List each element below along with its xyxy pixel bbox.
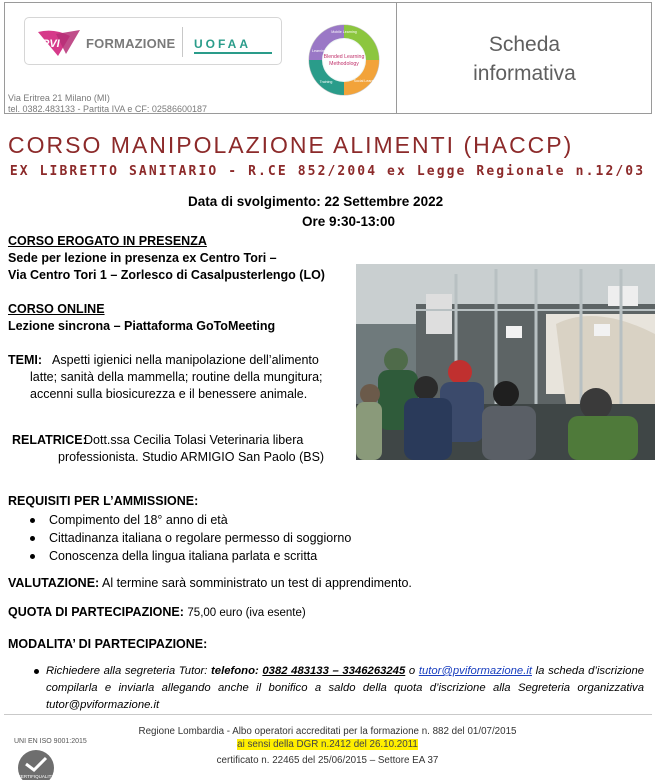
valutazione-row bbox=[8, 576, 412, 590]
blm-logo-line2: Methodology bbox=[329, 61, 359, 67]
blm-ring-word-2: Social Learning bbox=[353, 79, 379, 83]
bullet-icon bbox=[30, 554, 35, 559]
course-hours: Ore 9:30-13:00 bbox=[302, 214, 396, 229]
email-link[interactable]: tutor@pviformazione.it bbox=[418, 665, 532, 677]
relatrice-line-1: Dott.ssa Cecilia Tolasi Veterinaria libera bbox=[84, 433, 304, 447]
modalita-or: o bbox=[405, 665, 419, 677]
blended-learning-logo-icon bbox=[306, 22, 382, 98]
modalita-text bbox=[30, 663, 644, 714]
bullet-icon bbox=[30, 536, 35, 541]
blm-ring-word-1: Mobile Learning bbox=[331, 30, 357, 34]
iso-label: UNI EN ISO 9001:2015 bbox=[14, 738, 87, 745]
modalita-heading: MODALITA’ DI PARTECIPAZIONE: bbox=[8, 637, 208, 651]
relatrice-label: RELATRICE: bbox=[12, 433, 87, 447]
modalita-rest: la scheda d’iscrizione compilarla e inviarla allegando anche il bonifico a saldo della quota d’iscrizione alla Segreteria organizzativa tutor@pviformazione.it bbox=[46, 665, 645, 711]
valutazione-label: VALUTAZIONE: bbox=[8, 576, 100, 590]
course-date: Data di svolgimento: 22 Settembre 2022 bbox=[188, 194, 444, 209]
blm-ring-word-3: Training bbox=[319, 80, 333, 84]
footer-divider bbox=[4, 714, 652, 715]
temi-line-1: Aspetti igienici nella manipolazione dell’alimento bbox=[52, 353, 319, 367]
footer-line-2 bbox=[0, 739, 655, 750]
requisiti-item-text: Conoscenza della lingua italiana parlata e scritta bbox=[49, 549, 318, 563]
uofaa-logo-underline bbox=[194, 52, 272, 54]
presenza-heading: CORSO EROGATO IN PRESENZA bbox=[8, 234, 207, 248]
presenza-line-1: Sede per lezione in presenza ex Centro Tori – bbox=[8, 251, 277, 265]
address-line-1: Via Eritrea 21 Milano (MI) bbox=[8, 93, 110, 103]
temi-line-2: latte; sanità della mammella; routine della mungitura; bbox=[30, 370, 323, 384]
logo-separator bbox=[182, 27, 183, 57]
online-heading: CORSO ONLINE bbox=[8, 302, 105, 316]
milking-parlor-photo bbox=[356, 264, 655, 460]
certiquality-logo-icon bbox=[14, 748, 58, 780]
requisiti-item-3 bbox=[30, 549, 317, 563]
pvi-logo-icon bbox=[36, 28, 86, 58]
quota-text: 75,00 euro (iva esente) bbox=[187, 607, 306, 619]
requisiti-heading: REQUISITI PER L’AMMISSIONE: bbox=[8, 494, 199, 508]
scheda-informativa-label bbox=[397, 30, 652, 88]
quota-row bbox=[8, 605, 306, 619]
svg-text:PVI: PVI bbox=[42, 38, 60, 50]
valutazione-text: Al termine sarà somministrato un test di apprendimento. bbox=[102, 576, 412, 590]
footer-line-1: Regione Lombardia - Albo operatori accreditati per la formazione n. 882 del 01/07/2015 bbox=[138, 726, 517, 737]
page-title: CORSO MANIPOLAZIONE ALIMENTI (HACCP) bbox=[8, 132, 574, 158]
uofaa-logo-text: UOFAA bbox=[194, 37, 251, 51]
modalita-tel-numbers: 0382 483133 – 3346263245 bbox=[262, 665, 406, 677]
blm-ring-word-4: Learning bbox=[312, 49, 326, 53]
pvi-logo-text: FORMAZIONE bbox=[86, 36, 176, 51]
scheda-line-2: informativa bbox=[473, 62, 576, 85]
footer-dgr-highlight: ai sensi della DGR n.2412 del 26.10.2011 bbox=[237, 739, 418, 750]
scheda-line-1: Scheda bbox=[488, 33, 561, 56]
page-subtitle: EX LIBRETTO SANITARIO - R.CE 852/2004 ex Legge Regionale n.12/03 bbox=[9, 164, 646, 179]
requisiti-item-1 bbox=[30, 513, 228, 527]
requisiti-item-text: Cittadinanza italiana o regolare permesso di soggiorno bbox=[49, 531, 352, 545]
footer-line-3: certificato n. 22465 del 25/06/2015 – Settore EA 37 bbox=[216, 755, 439, 766]
certiquality-text: CERTIFIQUALITY bbox=[17, 774, 55, 779]
online-line-1: Lezione sincrona – Piattaforma GoToMeeting bbox=[8, 319, 276, 333]
relatrice-line-2: professionista. Studio ARMIGIO San Paolo (BS) bbox=[58, 450, 325, 464]
address-line-2: tel. 0382.483133 - Partita IVA e CF: 02586600187 bbox=[8, 104, 207, 114]
temi-line-3: accenni sulla biosicurezza e il benessere animale. bbox=[30, 387, 308, 401]
requisiti-item-2 bbox=[30, 531, 351, 545]
presenza-line-2: Via Centro Tori 1 – Zorlesco di Casalpusterlengo (LO) bbox=[8, 268, 325, 282]
modalita-pre: Richiedere alla segreteria Tutor: bbox=[46, 665, 212, 677]
quota-label: QUOTA DI PARTECIPAZIONE: bbox=[8, 605, 184, 619]
requisiti-item-text: Compimento del 18° anno di età bbox=[49, 513, 228, 527]
blm-logo-line1: Blended Learning bbox=[323, 54, 365, 60]
bullet-icon bbox=[30, 518, 35, 523]
temi-label: TEMI: bbox=[8, 353, 43, 367]
modalita-tel-label: telefono: bbox=[211, 665, 259, 677]
